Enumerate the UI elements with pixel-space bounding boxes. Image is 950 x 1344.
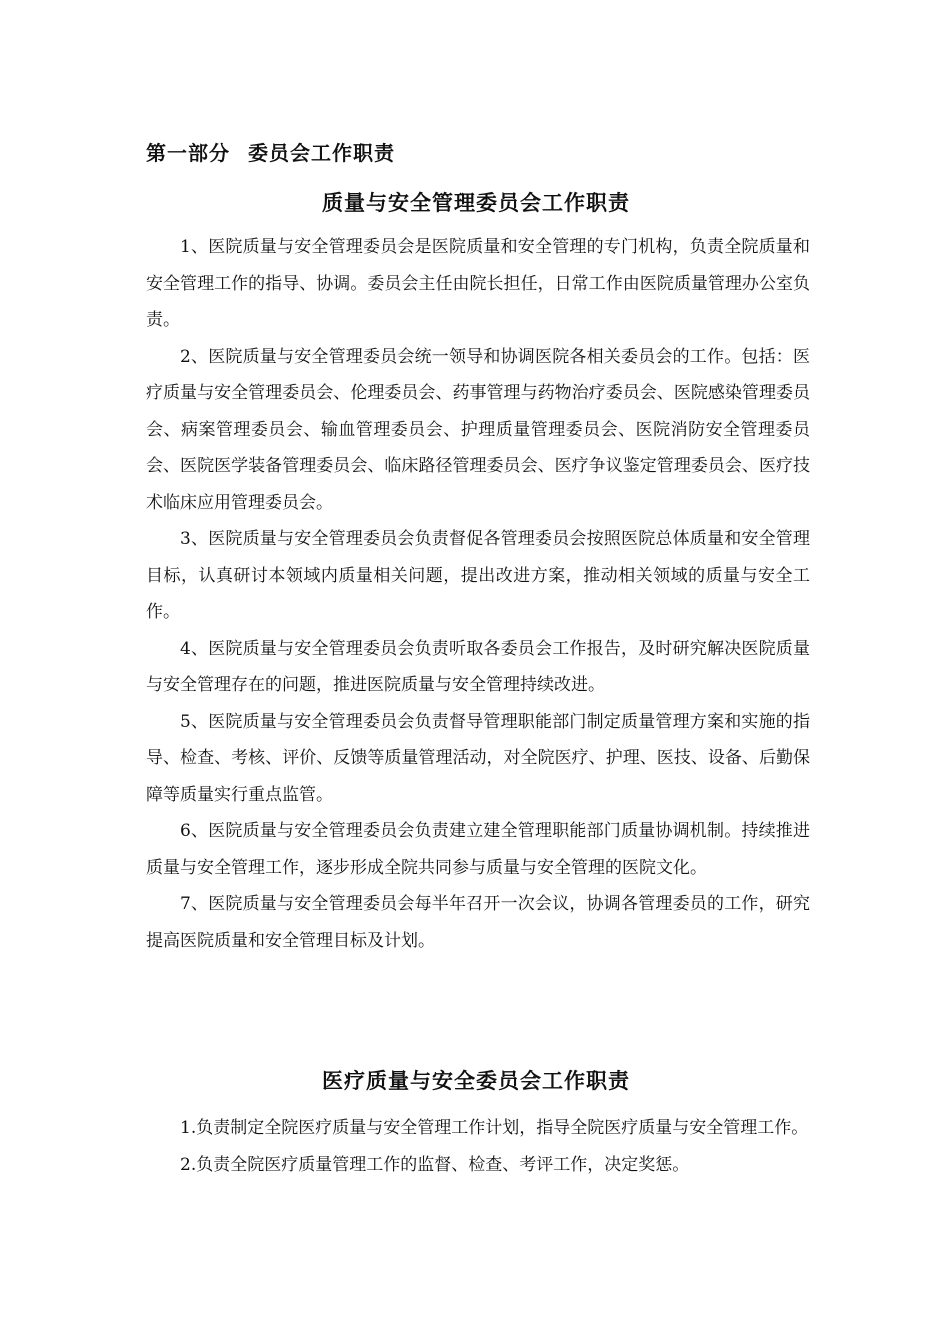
paragraph-1: 1、医院质量与安全管理委员会是医院质量和安全管理的专门机构，负责全院质量和安全管理工作的指导、协调。委员会主任由院长担任，日常工作由医院质量管理办公室负责。 xyxy=(146,237,810,330)
paragraph-6: 6、医院质量与安全管理委员会负责建立建全管理职能部门质量协调机制。持续推进质量与安全管理工作，逐步形成全院共同参与质量与安全管理的医院文化。 xyxy=(146,821,810,878)
paragraph-2: 2、医院质量与安全管理委员会统一领导和协调医院各相关委员会的工作。包括：医疗质量与安全管理委员会、伦理委员会、药事管理与药物治疗委员会、医院感染管理委员会、病案管理委员会、输血管理委员会、护理质量管理委员会、医院消防安全管理委员会、医院医学装备管理委员会、临床路径管理委员会、医疗争议鉴定管理委员会、医疗技术临床应用管理委员会。 xyxy=(146,346,810,513)
section-title-quality-safety-committee: 质量与安全管理委员会工作职责 xyxy=(322,191,630,215)
part-number: 第一部分 xyxy=(146,141,230,165)
paragraph-2: 2.负责全院医疗质量管理工作的监督、检查、考评工作，决定奖惩。 xyxy=(180,1154,690,1175)
part-heading xyxy=(146,137,395,166)
paragraph-5: 5、医院质量与安全管理委员会负责督导管理职能部门制定质量管理方案和实施的指导、检查、考核、评价、反馈等质量管理活动，对全院医疗、护理、医技、设备、后勤保障等质量实行重点监管。 xyxy=(146,711,810,805)
section-body-quality-safety-committee xyxy=(146,229,810,959)
paragraph-4: 4、医院质量与安全管理委员会负责听取各委员会工作报告，及时研究解决医院质量与安全管理存在的问题，推进医院质量与安全管理持续改进。 xyxy=(146,638,810,695)
section-title-medical-quality-safety-committee: 医疗质量与安全委员会工作职责 xyxy=(322,1069,630,1093)
paragraph-1: 1.负责制定全院医疗质量与安全管理工作计划，指导全院医疗质量与安全管理工作。 xyxy=(180,1118,809,1138)
part-title: 委员会工作职责 xyxy=(248,141,395,165)
section-body-medical-quality-safety-committee xyxy=(146,1110,810,1183)
paragraph-7: 7、医院质量与安全管理委员会每半年召开一次会议，协调各管理委员的工作，研究提高医院质量和安全管理目标及计划。 xyxy=(146,894,810,951)
paragraph-3: 3、医院质量与安全管理委员会负责督促各管理委员会按照医院总体质量和安全管理目标，认真研讨本领域内质量相关问题，提出改进方案，推动相关领域的质量与安全工作。 xyxy=(146,529,810,622)
